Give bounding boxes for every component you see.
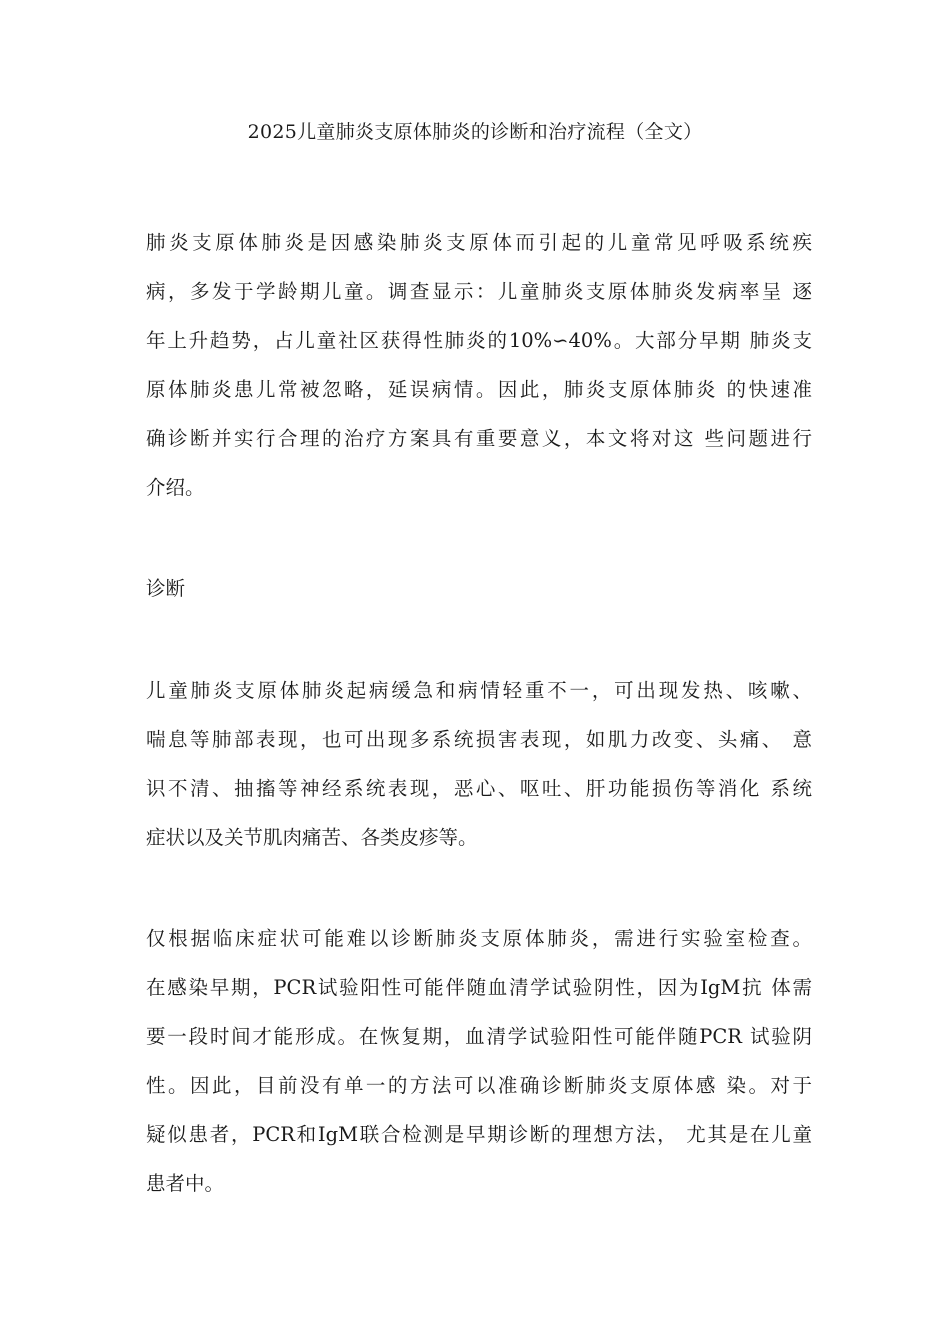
- document-title: 2025儿童肺炎支原体肺炎的诊断和治疗流程（全文）: [247, 121, 703, 143]
- paragraph-line: 肺炎支原体肺炎是因感染肺炎支原体而引起的儿童常见呼吸系统疾: [146, 231, 812, 254]
- paragraph-line: 在感染早期，PCR试验阳性可能伴随血清学试验阴性，因为IgM抗 体需: [146, 976, 812, 999]
- paragraph-lab-tests: [146, 914, 812, 1208]
- paragraph-line: 疑似患者，PCR和IgM联合检测是早期诊断的理想方法， 尤其是在儿童: [146, 1123, 812, 1146]
- paragraph-line: 症状以及关节肌肉痛苦、各类皮疹等。: [146, 826, 478, 849]
- paragraph-line: 年上升趋势，占儿童社区获得性肺炎的10%∽40%。大部分早期 肺炎支: [146, 329, 812, 352]
- paragraph-symptoms: [146, 666, 812, 862]
- paragraph-line: 儿童肺炎支原体肺炎起病缓急和病情轻重不一，可出现发热、咳嗽、: [146, 679, 812, 702]
- section-heading-diagnosis: 诊断: [146, 577, 186, 600]
- paragraph-line: 识不清、抽搐等神经系统表现，恶心、呕吐、肝功能损伤等消化 系统: [146, 777, 812, 800]
- paragraph-line: 病，多发于学龄期儿童。调查显示：儿童肺炎支原体肺炎发病率呈 逐: [146, 280, 812, 303]
- paragraph-line: 原体肺炎患儿常被忽略，延误病情。因此，肺炎支原体肺炎 的快速准: [146, 378, 812, 401]
- paragraph-line: 要一段时间才能形成。在恢复期，血清学试验阳性可能伴随PCR 试验阴: [146, 1025, 812, 1048]
- paragraph-line: 性。因此，目前没有单一的方法可以准确诊断肺炎支原体感 染。对于: [146, 1074, 812, 1097]
- paragraph-line: 介绍。: [146, 476, 205, 499]
- paragraph-line: 喘息等肺部表现，也可出现多系统损害表现，如肌力改变、头痛、 意: [146, 728, 812, 751]
- paragraph-line: 患者中。: [146, 1172, 225, 1195]
- paragraph-line: 仅根据临床症状可能难以诊断肺炎支原体肺炎，需进行实验室检查。: [146, 927, 812, 950]
- paragraph-intro: [146, 218, 812, 512]
- paragraph-line: 确诊断并实行合理的治疗方案具有重要意义，本文将对这 些问题进行: [146, 427, 812, 450]
